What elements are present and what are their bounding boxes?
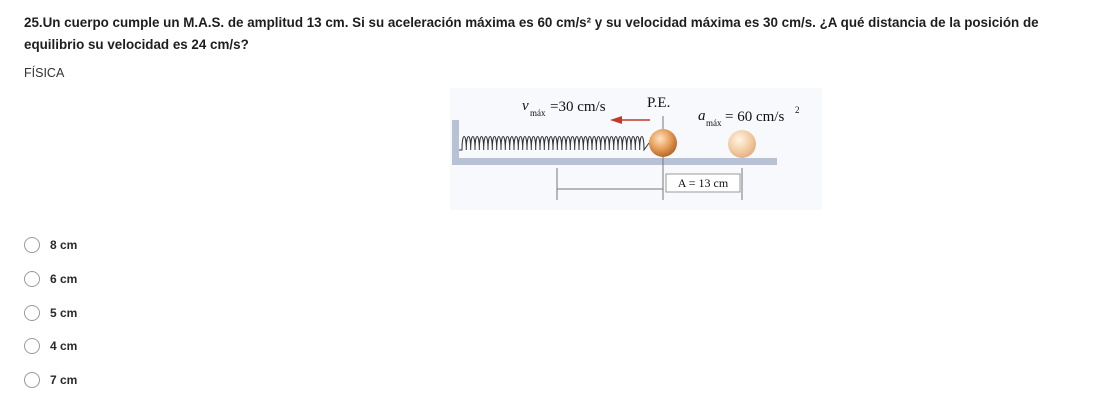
ball-extreme xyxy=(728,130,756,158)
mas-diagram xyxy=(450,88,822,210)
option-label: 6 cm xyxy=(50,272,78,286)
amplitude-label: A = 13 cm xyxy=(677,176,729,190)
radio-button[interactable] xyxy=(24,237,40,253)
wall xyxy=(452,120,459,162)
option-label: 5 cm xyxy=(50,306,78,320)
v-symbol: v xyxy=(522,98,529,114)
option-item[interactable] xyxy=(24,235,77,255)
v-subscript: máx xyxy=(530,108,546,118)
floor xyxy=(452,158,777,165)
option-item[interactable] xyxy=(24,269,77,289)
radio-button[interactable] xyxy=(24,271,40,287)
question-text: 25.Un cuerpo cumple un M.A.S. de amplitud 13 cm. Si su aceleración máxima es 60 cm/s² y su velocidad máxima es 30 cm/s. ¿A qué distancia de la posición de equilibrio su velocidad es 24 cm/s? xyxy=(24,15,1039,52)
v-value: =30 cm/s xyxy=(550,99,606,115)
subject-label: FÍSICA xyxy=(24,66,65,80)
option-label: 4 cm xyxy=(50,339,78,353)
radio-button[interactable] xyxy=(24,372,40,388)
a-subscript: máx xyxy=(706,118,722,128)
option-item[interactable] xyxy=(24,370,77,390)
mas-diagram-svg xyxy=(450,88,822,210)
pe-label: P.E. xyxy=(647,95,671,111)
option-label: 8 cm xyxy=(50,238,78,252)
option-label: 7 cm xyxy=(50,373,78,387)
radio-button[interactable] xyxy=(24,338,40,354)
option-item[interactable] xyxy=(24,303,77,323)
a-symbol: a xyxy=(698,108,706,124)
a-value: = 60 cm/s xyxy=(725,109,785,125)
a-superscript: 2 xyxy=(795,105,800,115)
ball-equilibrium xyxy=(649,129,677,157)
option-item[interactable] xyxy=(24,336,77,356)
radio-button[interactable] xyxy=(24,305,40,321)
